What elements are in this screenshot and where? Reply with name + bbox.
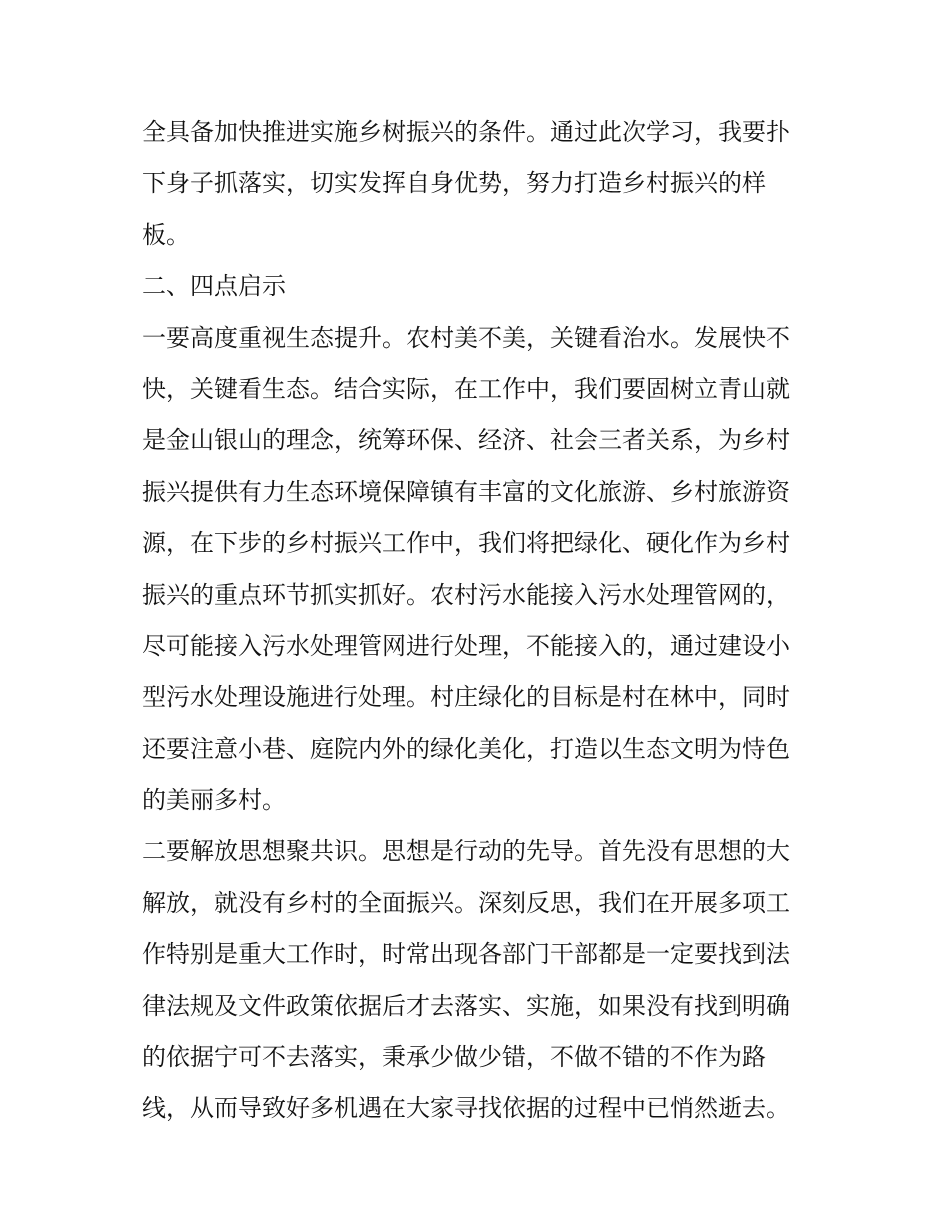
text-line: 的美丽多村。 bbox=[142, 786, 286, 815]
text-line: 线，从而导致好多机遇在大家寻找依据的过程中已悄然逝去。 bbox=[142, 1094, 790, 1123]
text-line: 二要解放思想聚共识。思想是行动的先导。首先没有思想的大 bbox=[142, 837, 790, 866]
text-line: 是金山银山的理念，统筹环保、经济、社会三者关系，为乡村 bbox=[142, 426, 790, 455]
text-line: 律法规及文件政策依据后才去落实、实施，如果没有找到明确 bbox=[142, 991, 790, 1020]
section-heading: 二、四点启示 bbox=[142, 272, 286, 301]
document-body bbox=[142, 107, 822, 1135]
text-line: 尽可能接入污水处理管网进行处理，不能接入的，通过建设小 bbox=[142, 631, 790, 660]
text-line: 全具备加快推进实施乡树振兴的条件。通过此次学习，我要扑 bbox=[142, 118, 790, 146]
text-line: 型污水处理设施进行处理。村庄绿化的目标是村在林中，同时 bbox=[142, 683, 790, 712]
text-line: 解放，就没有乡村的全面振兴。深刻反思，我们在开展多项工 bbox=[142, 888, 790, 917]
text-line: 一要高度重视生态提升。农村美不美，关键看治水。发展快不 bbox=[142, 323, 790, 352]
text-line: 振兴的重点环节抓实抓好。农村污水能接入污水处理管网的， bbox=[142, 580, 790, 609]
text-line: 还要注意小巷、庭院内外的绿化美化，打造以生态文明为恃色 bbox=[142, 734, 790, 763]
text-line: 下身子抓落实，切实发挥自身优势，努力打造乡村振兴的样 bbox=[142, 169, 766, 198]
text-line: 源，在下步的乡村振兴工作中，我们将把绿化、硬化作为乡村 bbox=[142, 529, 790, 558]
text-line: 的依据宁可不去落实，秉承少做少错，不做不错的不作为路 bbox=[142, 1043, 766, 1072]
text-line: 作特别是重大工作时，时常出现各部门干部都是一定要找到法 bbox=[142, 940, 790, 969]
text-line: 板。 bbox=[142, 220, 190, 249]
text-line: 快，关键看生态。结合实际，在工作中，我们要固树立青山就 bbox=[142, 374, 790, 403]
text-line: 振兴提供有力生态环境保障镇有丰富的文化旅游、乡村旅游资 bbox=[142, 477, 790, 506]
